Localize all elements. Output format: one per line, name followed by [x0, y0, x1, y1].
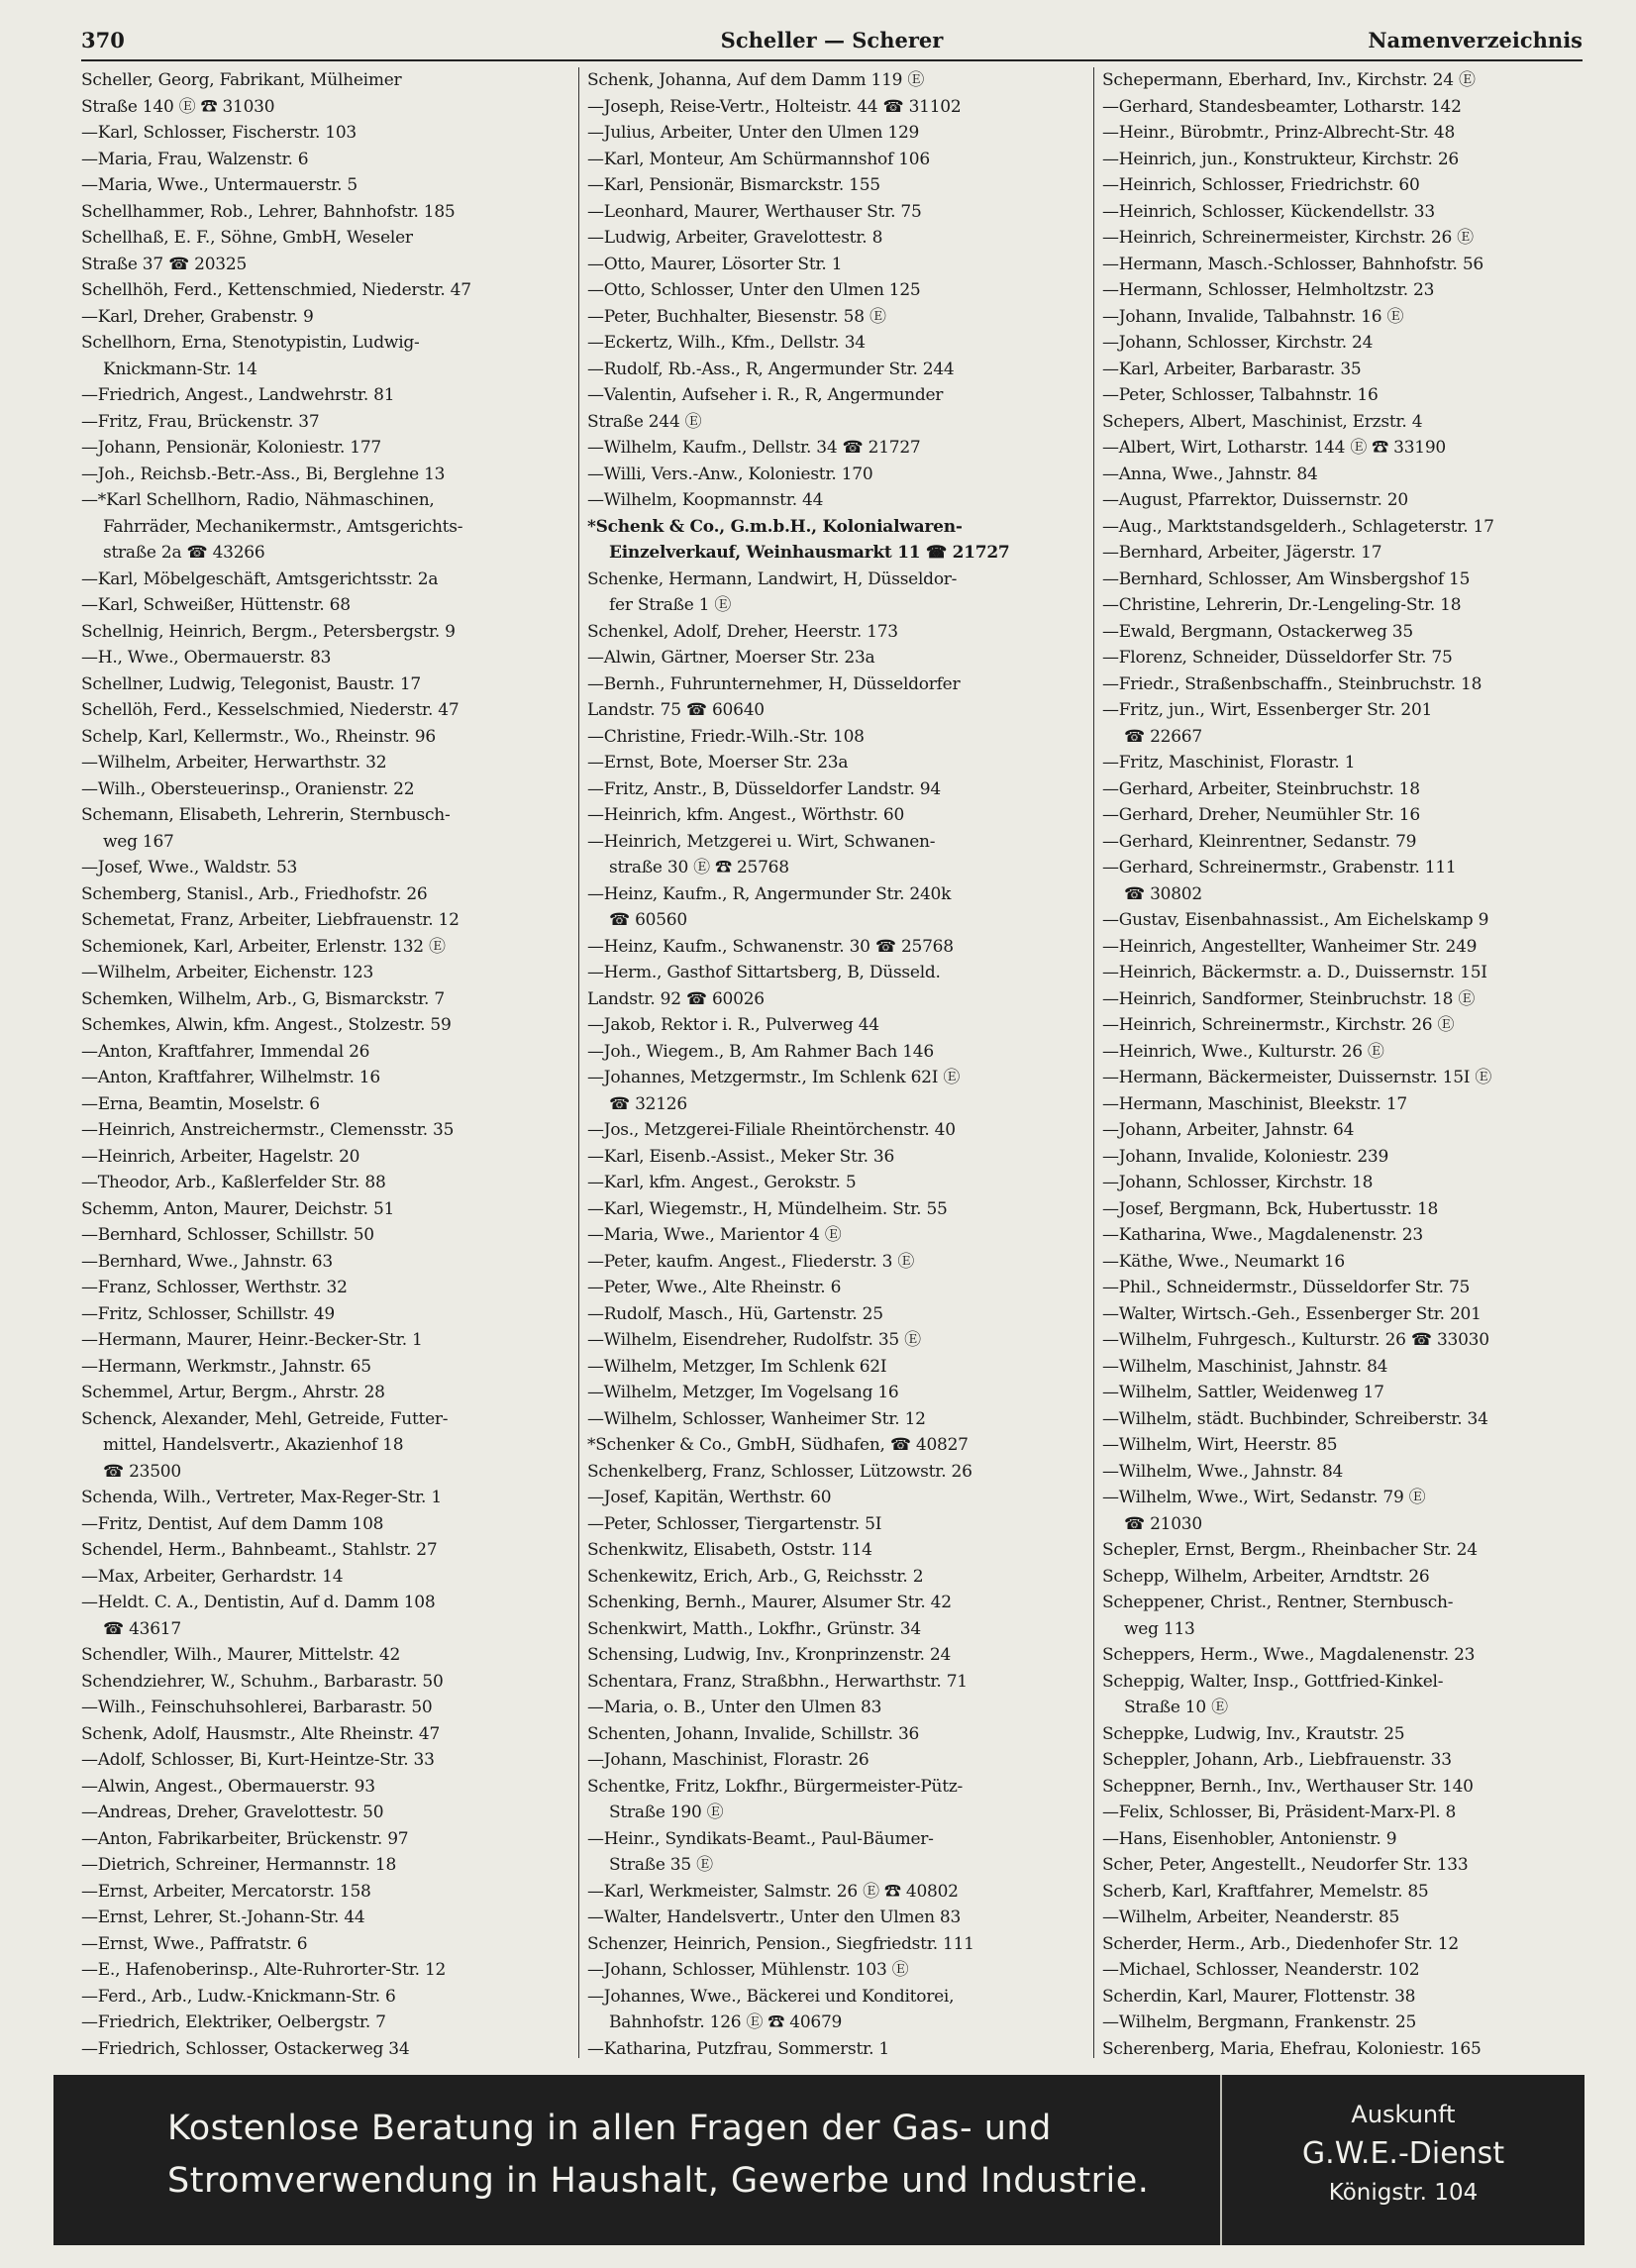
directory-entry: —August, Pfarrektor, Duissernstr. 20: [1102, 490, 1408, 510]
directory-entry: —Hermann, Bäckermeister, Duissernstr. 15I Ⓔ: [1102, 1068, 1492, 1087]
directory-entry: Scherder, Herm., Arb., Diedenhofer Str. 12: [1102, 1933, 1459, 1954]
directory-entry: Scheppner, Bernh., Inv., Werthauser Str. 140: [1102, 1776, 1474, 1797]
directory-entry: Scheppke, Ludwig, Inv., Krautstr. 25: [1102, 1723, 1405, 1744]
directory-entry: —Otto, Maurer, Lösorter Str. 1: [587, 254, 843, 274]
column-1: [81, 67, 578, 2058]
directory-entry: —Anton, Kraftfahrer, Wilhelmstr. 16: [81, 1068, 380, 1087]
directory-entry: Schenkwirt, Matth., Lokfhr., Grünstr. 34: [587, 1618, 921, 1639]
directory-entry: —Friedrich, Angest., Landwehrstr. 81: [81, 385, 395, 405]
directory-entry: —Rudolf, Masch., Hü, Gartenstr. 25: [587, 1303, 883, 1324]
directory-entry: —Wilhelm, Koopmannstr. 44: [587, 490, 824, 510]
directory-entry: Schenk, Adolf, Hausmstr., Alte Rheinstr. 47: [81, 1723, 441, 1744]
directory-entry: —Joh., Reichsb.-Betr.-Ass., Bi, Berglehne 13: [81, 464, 446, 484]
gas-advertisement: [53, 2075, 1585, 2245]
directory-entry: Straße 37 ☎ 20325: [81, 254, 248, 274]
directory-entry: Scher, Peter, Angestellt., Neudorfer Str. 133: [1102, 1855, 1469, 1875]
directory-entry: Bahnhofstr. 126 Ⓔ ☎ 40679: [609, 2012, 843, 2032]
directory-entry: Scheller, Georg, Fabrikant, Mülheimer: [81, 70, 402, 90]
directory-entry: Schepler, Ernst, Bergm., Rheinbacher Str. 24: [1102, 1540, 1478, 1560]
directory-entry: Schellnig, Heinrich, Bergm., Petersbergstr. 9: [81, 621, 456, 642]
directory-entry: Schepp, Wilhelm, Arbeiter, Arndtstr. 26: [1102, 1566, 1430, 1587]
directory-entry: —Johann, Schlosser, Mühlenstr. 103 Ⓔ: [587, 1960, 909, 1980]
directory-entry: —Johann, Schlosser, Kirchstr. 18: [1102, 1173, 1374, 1192]
directory-entry: Landstr. 92 ☎ 60026: [587, 988, 765, 1009]
directory-entry: —Anton, Kraftfahrer, Immendal 26: [81, 1041, 370, 1062]
directory-entry: —Gerhard, Kleinrentner, Sedanstr. 79: [1102, 831, 1417, 852]
directory-entry: —Gerhard, Arbeiter, Steinbruchstr. 18: [1102, 778, 1420, 799]
directory-entry: —Wilhelm, Metzger, Im Vogelsang 16: [587, 1383, 899, 1402]
directory-entry: Schemm, Anton, Maurer, Deichstr. 51: [81, 1198, 395, 1219]
directory-entry: —Heinrich, Schlosser, Friedrichstr. 60: [1102, 175, 1420, 195]
directory-entry: —Josef, Bergmann, Bck, Hubertusstr. 18: [1102, 1198, 1439, 1219]
directory-entry: —Katharina, Putzfrau, Sommerstr. 1: [587, 2038, 889, 2058]
directory-entry: —Alwin, Gärtner, Moerser Str. 23a: [587, 648, 875, 668]
directory-entry: —Bernhard, Wwe., Jahnstr. 63: [81, 1251, 333, 1272]
directory-entry: —Maria, o. B., Unter den Ulmen 83: [587, 1698, 882, 1717]
directory-entry: —Leonhard, Maurer, Werthauser Str. 75: [587, 201, 922, 222]
directory-entry: ☎ 21030: [1124, 1513, 1202, 1534]
directory-entry: weg 113: [1124, 1618, 1195, 1639]
directory-entry: —Heinrich, Angestellter, Wanheimer Str. 249: [1102, 936, 1478, 957]
directory-entry: —Heinrich, Metzgerei u. Wirt, Schwanen-: [587, 831, 936, 852]
directory-entry: —Johannes, Metzgermstr., Im Schlenk 62I Ⓔ: [587, 1068, 961, 1087]
directory-entry: Schemionek, Karl, Arbeiter, Erlenstr. 132 Ⓔ: [81, 936, 446, 957]
directory-entry: —Hermann, Maurer, Heinr.-Becker-Str. 1: [81, 1330, 423, 1350]
directory-entry: Einzelverkauf, Weinhausmarkt 11 ☎ 21727: [609, 543, 1010, 563]
directory-entry: —Karl, Möbelgeschäft, Amtsgerichtsstr. 2a: [81, 568, 439, 589]
directory-entry: —Michael, Schlosser, Neanderstr. 102: [1102, 1960, 1420, 1980]
directory-entry: —Karl, Werkmeister, Salmstr. 26 Ⓔ ☎ 40802: [587, 1881, 959, 1902]
directory-entry: —Heinrich, Anstreichermstr., Clemensstr. 35: [81, 1120, 455, 1140]
directory-entry: —Jos., Metzgerei-Filiale Rheintörchenstr. 40: [587, 1120, 956, 1140]
directory-entry: —Wilhelm, Schlosser, Wanheimer Str. 12: [587, 1408, 926, 1429]
directory-entry: Schemken, Wilhelm, Arb., G, Bismarckstr. 7: [81, 988, 445, 1009]
directory-entry: —Wilhelm, Arbeiter, Herwarthstr. 32: [81, 753, 387, 773]
directory-entry: —Wilhelm, städt. Buchbinder, Schreiberstr. 34: [1102, 1408, 1488, 1429]
directory-entry: —Hermann, Werkmstr., Jahnstr. 65: [81, 1356, 371, 1377]
directory-entry: Schenking, Bernh., Maurer, Alsumer Str. 42: [587, 1593, 952, 1612]
ad-line-2: Stromverwendung in Haushalt, Gewerbe und Industrie.: [167, 2161, 1150, 2201]
directory-entry: —Karl, Eisenb.-Assist., Meker Str. 36: [587, 1146, 895, 1167]
directory-entry: —Heinrich, jun., Konstrukteur, Kirchstr. 26: [1102, 149, 1459, 169]
directory-entry: —Hermann, Masch.-Schlosser, Bahnhofstr. 56: [1102, 254, 1483, 274]
directory-entry: ☎ 23500: [103, 1461, 181, 1482]
directory-entry: —Herm., Gasthof Sittartsberg, B, Düsseld.: [587, 963, 941, 982]
directory-entry: —Heinr., Bürobmtr., Prinz-Albrecht-Str. 48: [1102, 123, 1456, 143]
directory-entry: —Franz, Schlosser, Werthstr. 32: [81, 1278, 348, 1297]
directory-entry: Straße 244 Ⓔ: [587, 411, 702, 432]
directory-entry: —Friedrich, Schlosser, Ostackerweg 34: [81, 2038, 410, 2058]
directory-entry: Schellhorn, Erna, Stenotypistin, Ludwig-: [81, 333, 420, 353]
directory-entry: —Bernhard, Arbeiter, Jägerstr. 17: [1102, 543, 1382, 563]
directory-entry: —Wilhelm, Wwe., Jahnstr. 84: [1102, 1461, 1344, 1482]
directory-entry: —Wilhelm, Maschinist, Jahnstr. 84: [1102, 1356, 1388, 1377]
directory-entry: —Ferd., Arb., Ludw.-Knickmann-Str. 6: [81, 1986, 396, 2007]
directory-entry: —Gerhard, Dreher, Neumühler Str. 16: [1102, 805, 1420, 825]
directory-entry: —Jakob, Rektor i. R., Pulverweg 44: [587, 1015, 879, 1035]
directory-entry: Schellhaß, E. F., Söhne, GmbH, Weseler: [81, 228, 413, 248]
directory-entry: —Heinrich, Schlosser, Kückendellstr. 33: [1102, 201, 1435, 222]
directory-entry: Schepers, Albert, Maschinist, Erzstr. 4: [1102, 411, 1423, 432]
directory-entry: —Wilhelm, Bergmann, Frankenstr. 25: [1102, 2012, 1417, 2032]
directory-entry: —Joseph, Reise-Vertr., Holteistr. 44 ☎ 31102: [587, 96, 962, 117]
directory-entry: ☎ 32126: [609, 1093, 687, 1114]
directory-entry: Schenten, Johann, Invalide, Schillstr. 36: [587, 1723, 920, 1744]
directory-entry: ☎ 60560: [609, 910, 687, 930]
directory-entry: —Ernst, Arbeiter, Mercatorstr. 158: [81, 1881, 371, 1902]
directory-entry: —Maria, Wwe., Untermauerstr. 5: [81, 175, 358, 195]
directory-entry: —Albert, Wirt, Lotharstr. 144 Ⓔ ☎ 33190: [1102, 438, 1446, 458]
section-title: Namenverzeichnis: [1368, 28, 1583, 52]
directory-entry: —Johann, Arbeiter, Jahnstr. 64: [1102, 1120, 1355, 1140]
directory-entry: Schenkel, Adolf, Dreher, Heerstr. 173: [587, 621, 898, 642]
directory-entry: Schellner, Ludwig, Telegonist, Baustr. 17: [81, 673, 421, 694]
directory-entry: —Felix, Schlosser, Bi, Präsident-Marx-Pl. 8: [1102, 1803, 1457, 1822]
directory-entry: Landstr. 75 ☎ 60640: [587, 700, 765, 720]
directory-entry: —Erna, Beamtin, Moselstr. 6: [81, 1093, 320, 1114]
directory-entry: *Schenk & Co., G.m.b.H., Kolonialwaren-: [587, 516, 963, 537]
directory-entry: Schenkewitz, Erich, Arb., G, Reichsstr. 2: [587, 1566, 924, 1587]
directory-entry: —Andreas, Dreher, Gravelottestr. 50: [81, 1803, 384, 1822]
directory-entry: —Wilhelm, Sattler, Weidenweg 17: [1102, 1383, 1384, 1402]
directory-entry: Scheppig, Walter, Insp., Gottfried-Kinkel-: [1102, 1671, 1444, 1692]
directory-entry: Fahrräder, Mechanikermstr., Amtsgerichts-: [103, 516, 463, 537]
directory-entry: —Heinr., Syndikats-Beamt., Paul-Bäumer-: [587, 1828, 934, 1849]
directory-entry: —Heinrich, Arbeiter, Hagelstr. 20: [81, 1146, 360, 1167]
directory-entry: —Aug., Marktstandsgelderh., Schlageterstr. 17: [1102, 516, 1494, 537]
directory-entry: —Maria, Frau, Walzenstr. 6: [81, 149, 309, 169]
directory-entry: —Ewald, Bergmann, Ostackerweg 35: [1102, 621, 1413, 642]
directory-entry: —Max, Arbeiter, Gerhardstr. 14: [81, 1566, 344, 1587]
directory-entry: Schentara, Franz, Straßbhn., Herwarthstr. 71: [587, 1671, 968, 1692]
directory-entry: —Johann, Maschinist, Florastr. 26: [587, 1750, 869, 1770]
directory-entry: —Ernst, Bote, Moerser Str. 23a: [587, 753, 849, 773]
directory-entry: —Otto, Schlosser, Unter den Ulmen 125: [587, 280, 921, 300]
directory-entry: —Heinz, Kaufm., Schwanenstr. 30 ☎ 25768: [587, 936, 954, 957]
directory-entry: —Josef, Kapitän, Werthstr. 60: [587, 1488, 832, 1507]
directory-entry: Schentke, Fritz, Lokfhr., Bürgermeister-Pütz-: [587, 1776, 964, 1797]
directory-columns: [81, 67, 1583, 2058]
directory-entry: —Karl, Arbeiter, Barbarastr. 35: [1102, 359, 1362, 379]
directory-entry: —Heinrich, Schreinermeister, Kirchstr. 26 Ⓔ: [1102, 228, 1474, 248]
directory-entry: Schenk, Johanna, Auf dem Damm 119 Ⓔ: [587, 70, 925, 90]
column-3: [1093, 67, 1583, 2058]
directory-entry: Schenkelberg, Franz, Schlosser, Lützowstr. 26: [587, 1461, 972, 1482]
directory-entry: —Fritz, jun., Wirt, Essenberger Str. 201: [1102, 700, 1433, 720]
directory-entry: Scheppler, Johann, Arb., Liebfrauenstr. 33: [1102, 1750, 1452, 1770]
directory-entry: mittel, Handelsvertr., Akazienhof 18: [103, 1435, 404, 1455]
directory-entry: straße 30 Ⓔ ☎ 25768: [609, 858, 789, 877]
directory-entry: —Karl, Pensionär, Bismarckstr. 155: [587, 175, 880, 195]
directory-entry: —Hermann, Maschinist, Bleekstr. 17: [1102, 1093, 1408, 1114]
page-number: 370: [81, 28, 125, 52]
directory-entry: —Florenz, Schneider, Düsseldorfer Str. 75: [1102, 648, 1453, 668]
directory-entry: —Heinz, Kaufm., R, Angermunder Str. 240k: [587, 883, 952, 904]
directory-entry: —Wilhelm, Arbeiter, Neanderstr. 85: [1102, 1907, 1400, 1927]
directory-entry: —Dietrich, Schreiner, Hermannstr. 18: [81, 1855, 397, 1875]
directory-entry: —Peter, Wwe., Alte Rheinstr. 6: [587, 1278, 842, 1297]
directory-entry: —Wilh., Feinschuhsohlerei, Barbarastr. 50: [81, 1698, 433, 1717]
directory-entry: —Heinrich, Wwe., Kulturstr. 26 Ⓔ: [1102, 1041, 1384, 1062]
directory-entry: —Karl, kfm. Angest., Gerokstr. 5: [587, 1173, 857, 1192]
directory-entry: —*Karl Schellhorn, Radio, Nähmaschinen,: [81, 490, 435, 510]
directory-entry: —Adolf, Schlosser, Bi, Kurt-Heintze-Str. 33: [81, 1750, 435, 1770]
directory-entry: —Peter, Schlosser, Tiergartenstr. 5I: [587, 1513, 882, 1534]
directory-entry: Schenda, Wilh., Vertreter, Max-Reger-Str. 1: [81, 1488, 442, 1507]
directory-entry: Schemann, Elisabeth, Lehrerin, Sternbusch-: [81, 805, 451, 825]
ad-contact-address: Königstr. 104: [1328, 2180, 1479, 2206]
directory-entry: —Anna, Wwe., Jahnstr. 84: [1102, 464, 1318, 484]
directory-entry: —Friedrich, Elektriker, Oelbergstr. 7: [81, 2012, 386, 2032]
directory-entry: —Peter, kaufm. Angest., Fliederstr. 3 Ⓔ: [587, 1251, 915, 1272]
directory-entry: —Peter, Buchhalter, Biesenstr. 58 Ⓔ: [587, 306, 886, 327]
directory-entry: Straße 190 Ⓔ: [609, 1803, 724, 1822]
directory-entry: —Wilh., Obersteuerinsp., Oranienstr. 22: [81, 778, 415, 799]
directory-entry: —Karl, Monteur, Am Schürmannshof 106: [587, 149, 930, 169]
directory-entry: —Wilhelm, Wirt, Heerstr. 85: [1102, 1435, 1338, 1455]
directory-entry: —Bernh., Fuhrunternehmer, H, Düsseldorfer: [587, 673, 961, 694]
directory-entry: —Eckertz, Wilh., Kfm., Dellstr. 34: [587, 333, 866, 353]
directory-entry: Schendler, Wilh., Maurer, Mittelstr. 42: [81, 1645, 401, 1665]
directory-entry: —Bernhard, Schlosser, Schillstr. 50: [81, 1225, 374, 1245]
directory-entry: fer Straße 1 Ⓔ: [609, 595, 732, 615]
directory-entry: ☎ 30802: [1124, 883, 1202, 904]
directory-entry: —Joh., Wiegem., B, Am Rahmer Bach 146: [587, 1041, 934, 1062]
directory-entry: —Johannes, Wwe., Bäckerei und Konditorei,: [587, 1986, 955, 2007]
directory-entry: Scherb, Karl, Kraftfahrer, Memelstr. 85: [1102, 1881, 1429, 1902]
directory-entry: ☎ 22667: [1124, 726, 1202, 747]
directory-entry: —Karl, Schlosser, Fischerstr. 103: [81, 123, 358, 143]
directory-entry: Schepermann, Eberhard, Inv., Kirchstr. 24 Ⓔ: [1102, 70, 1476, 90]
directory-entry: —Johann, Pensionär, Koloniestr. 177: [81, 438, 381, 458]
directory-entry: Schenke, Hermann, Landwirt, H, Düsseldor-: [587, 568, 958, 589]
directory-entry: Schellhammer, Rob., Lehrer, Bahnhofstr. 185: [81, 201, 456, 222]
directory-entry: —Ernst, Lehrer, St.-Johann-Str. 44: [81, 1907, 365, 1927]
directory-entry: Schenkwitz, Elisabeth, Oststr. 114: [587, 1540, 872, 1560]
directory-entry: —Käthe, Wwe., Neumarkt 16: [1102, 1251, 1345, 1272]
directory-entry: Schemmel, Artur, Bergm., Ahrstr. 28: [81, 1383, 385, 1402]
directory-entry: —Walter, Handelsvertr., Unter den Ulmen 83: [587, 1907, 962, 1927]
ad-contact-label: Auskunft: [1351, 2101, 1456, 2128]
directory-entry: —Fritz, Dentist, Auf dem Damm 108: [81, 1513, 384, 1534]
directory-entry: —Wilhelm, Arbeiter, Eichenstr. 123: [81, 963, 374, 982]
directory-entry: Schellhöh, Ferd., Kettenschmied, Niederstr. 47: [81, 280, 471, 300]
directory-entry: Schelp, Karl, Kellermstr., Wo., Rheinstr. 96: [81, 726, 436, 747]
ad-contact: [1222, 2075, 1585, 2245]
directory-entry: —Wilhelm, Fuhrgesch., Kulturstr. 26 ☎ 33030: [1102, 1330, 1489, 1350]
directory-entry: —Ernst, Wwe., Paffratstr. 6: [81, 1933, 308, 1954]
directory-entry: Scheppers, Herm., Wwe., Magdalenenstr. 23: [1102, 1645, 1476, 1665]
column-2: [578, 67, 1093, 2058]
directory-entry: —Maria, Wwe., Marientor 4 Ⓔ: [587, 1225, 842, 1245]
directory-entry: —H., Wwe., Obermauerstr. 83: [81, 648, 332, 668]
directory-entry: —Wilhelm, Kaufm., Dellstr. 34 ☎ 21727: [587, 438, 921, 458]
directory-entry: —Wilhelm, Eisendreher, Rudolfstr. 35 Ⓔ: [587, 1330, 921, 1350]
ad-line-1: Kostenlose Beratung in allen Fragen der Gas- und: [167, 2109, 1052, 2148]
directory-entry: —Fritz, Anstr., B, Düsseldorfer Landstr. 94: [587, 778, 941, 799]
directory-entry: —Johann, Invalide, Koloniestr. 239: [1102, 1146, 1389, 1167]
directory-entry: Schenck, Alexander, Mehl, Getreide, Futter-: [81, 1408, 449, 1429]
directory-entry: —Josef, Wwe., Waldstr. 53: [81, 858, 298, 877]
directory-entry: —Karl, Wiegemstr., H, Mündelheim. Str. 55: [587, 1198, 948, 1219]
directory-entry: Schendziehrer, W., Schuhm., Barbarastr. 50: [81, 1671, 444, 1692]
directory-entry: —Fritz, Frau, Brückenstr. 37: [81, 411, 320, 432]
directory-entry: ☎ 43617: [103, 1618, 181, 1639]
directory-entry: —Julius, Arbeiter, Unter den Ulmen 129: [587, 123, 920, 143]
directory-entry: Scherenberg, Maria, Ehefrau, Koloniestr. 165: [1102, 2038, 1482, 2058]
directory-entry: —Wilhelm, Metzger, Im Schlenk 62I: [587, 1356, 887, 1377]
directory-entry: Straße 10 Ⓔ: [1124, 1698, 1228, 1717]
name-range: Scheller — Scherer: [720, 28, 944, 52]
directory-entry: —Heinrich, Sandformer, Steinbruchstr. 18 Ⓔ: [1102, 988, 1476, 1009]
directory-entry: —Johann, Invalide, Talbahnstr. 16 Ⓔ: [1102, 306, 1404, 327]
directory-entry: Schemberg, Stanisl., Arb., Friedhofstr. 26: [81, 883, 428, 904]
directory-entry: —Phil., Schneidermstr., Düsseldorfer Str. 75: [1102, 1278, 1471, 1297]
directory-entry: —Gerhard, Schreinermstr., Grabenstr. 111: [1102, 858, 1457, 877]
directory-entry: Schenzer, Heinrich, Pension., Siegfriedstr. 111: [587, 1933, 974, 1954]
directory-entry: —Anton, Fabrikarbeiter, Brückenstr. 97: [81, 1828, 409, 1849]
directory-entry: Knickmann-Str. 14: [103, 359, 257, 379]
directory-entry: —Hans, Eisenhobler, Antonienstr. 9: [1102, 1828, 1397, 1849]
directory-entry: —Peter, Schlosser, Talbahnstr. 16: [1102, 385, 1379, 405]
directory-entry: straße 2a ☎ 43266: [103, 543, 265, 563]
ad-message: [53, 2075, 1222, 2245]
directory-entry: —Johann, Schlosser, Kirchstr. 24: [1102, 333, 1374, 353]
directory-entry: —Friedr., Straßenbschaffn., Steinbruchstr. 18: [1102, 673, 1483, 694]
directory-entry: Schendel, Herm., Bahnbeamt., Stahlstr. 27: [81, 1540, 438, 1560]
directory-entry: —Christine, Lehrerin, Dr.-Lengeling-Str. 18: [1102, 595, 1462, 615]
running-head: [81, 22, 1583, 61]
directory-entry: —Willi, Vers.-Anw., Koloniestr. 170: [587, 464, 873, 484]
directory-entry: —Heldt. C. A., Dentistin, Auf d. Damm 108: [81, 1593, 436, 1612]
directory-entry: —Wilhelm, Wwe., Wirt, Sedanstr. 79 Ⓔ: [1102, 1488, 1426, 1507]
directory-entry: —Valentin, Aufseher i. R., R, Angermunder: [587, 385, 944, 405]
directory-entry: weg 167: [103, 831, 174, 852]
directory-entry: Scheppener, Christ., Rentner, Sternbusch-: [1102, 1593, 1454, 1612]
directory-entry: —Karl, Dreher, Grabenstr. 9: [81, 306, 314, 327]
directory-entry: —Heinrich, Schreinermstr., Kirchstr. 26 Ⓔ: [1102, 1015, 1455, 1035]
directory-entry: Scherdin, Karl, Maurer, Flottenstr. 38: [1102, 1986, 1416, 2007]
directory-entry: Schemkes, Alwin, kfm. Angest., Stolzestr. 59: [81, 1015, 452, 1035]
directory-entry: —Christine, Friedr.-Wilh.-Str. 108: [587, 726, 865, 747]
directory-entry: Straße 35 Ⓔ: [609, 1855, 713, 1875]
directory-entry: —Alwin, Angest., Obermauerstr. 93: [81, 1776, 375, 1797]
directory-entry: —Gustav, Eisenbahnassist., Am Eichelskamp 9: [1102, 910, 1489, 930]
ad-contact-name: G.W.E.-Dienst: [1301, 2136, 1505, 2171]
directory-entry: Straße 140 Ⓔ ☎ 31030: [81, 96, 275, 117]
directory-entry: —Hermann, Schlosser, Helmholtzstr. 23: [1102, 280, 1435, 300]
directory-entry: —Fritz, Maschinist, Florastr. 1: [1102, 753, 1356, 773]
directory-entry: —Walter, Wirtsch.-Geh., Essenberger Str. 201: [1102, 1303, 1482, 1324]
directory-entry: —Gerhard, Standesbeamter, Lotharstr. 142: [1102, 96, 1462, 117]
directory-entry: —E., Hafenoberinsp., Alte-Ruhrorter-Str. 12: [81, 1960, 447, 1980]
directory-entry: Schemetat, Franz, Arbeiter, Liebfrauenstr. 12: [81, 910, 460, 930]
directory-entry: —Heinrich, Bäckermstr. a. D., Duissernstr. 15I: [1102, 963, 1487, 982]
directory-entry: —Theodor, Arb., Kaßlerfelder Str. 88: [81, 1173, 386, 1192]
directory-entry: —Karl, Schweißer, Hüttenstr. 68: [81, 595, 351, 615]
directory-entry: —Bernhard, Schlosser, Am Winsbergshof 15: [1102, 568, 1471, 589]
directory-entry: *Schenker & Co., GmbH, Südhafen, ☎ 40827: [587, 1435, 969, 1455]
directory-entry: —Heinrich, kfm. Angest., Wörthstr. 60: [587, 805, 905, 825]
directory-entry: Schellöh, Ferd., Kesselschmied, Niederstr. 47: [81, 700, 460, 720]
directory-entry: —Katharina, Wwe., Magdalenenstr. 23: [1102, 1225, 1423, 1245]
directory-entry: Schensing, Ludwig, Inv., Kronprinzenstr. 24: [587, 1645, 952, 1665]
directory-entry: —Ludwig, Arbeiter, Gravelottestr. 8: [587, 228, 883, 248]
directory-entry: —Fritz, Schlosser, Schillstr. 49: [81, 1303, 335, 1324]
directory-entry: —Rudolf, Rb.-Ass., R, Angermunder Str. 244: [587, 359, 955, 379]
